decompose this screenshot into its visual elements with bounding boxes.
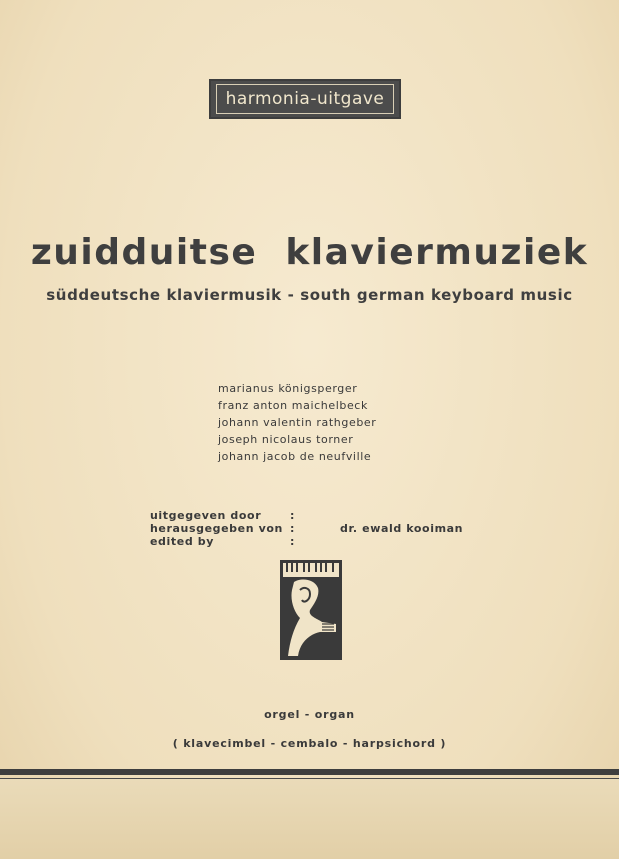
- bottom-margin: [0, 779, 619, 859]
- editor-row: [150, 509, 463, 522]
- organ-player-logo-icon: [280, 560, 342, 660]
- instrument-label: orgel - organ: [264, 708, 355, 721]
- editor-label-de: herausgegeben von: [150, 522, 283, 535]
- editor-credits: [150, 509, 463, 548]
- editor-colon: :: [290, 522, 295, 535]
- bottom-rule-thick: [0, 769, 619, 775]
- composer-item: marianus königsperger: [218, 382, 358, 395]
- cover-title: zuidduitse klaviermuziek: [30, 232, 589, 273]
- editor-row: [150, 522, 463, 535]
- editor-label-en: edited by: [150, 535, 214, 548]
- editor-label-nl: uitgegeven door: [150, 509, 262, 522]
- composer-item: johann jacob de neufville: [218, 450, 372, 463]
- editor-row: [150, 535, 463, 548]
- composer-item: franz anton maichelbeck: [218, 399, 368, 412]
- editor-colon: :: [290, 535, 295, 548]
- publisher-name: harmonia-uitgave: [216, 84, 394, 114]
- composer-item: joseph nicolaus torner: [218, 433, 354, 446]
- composer-list: [218, 380, 376, 465]
- instrument-alternatives: ( klavecimbel - cembalo - harpsichord ): [172, 737, 447, 750]
- editor-name: dr. ewald kooiman: [340, 522, 464, 535]
- composer-item: johann valentin rathgeber: [218, 416, 377, 429]
- cover-subtitle: süddeutsche klaviermusik - south german keyboard music: [46, 286, 573, 304]
- editor-colon: :: [290, 509, 295, 522]
- publisher-badge: [209, 79, 401, 119]
